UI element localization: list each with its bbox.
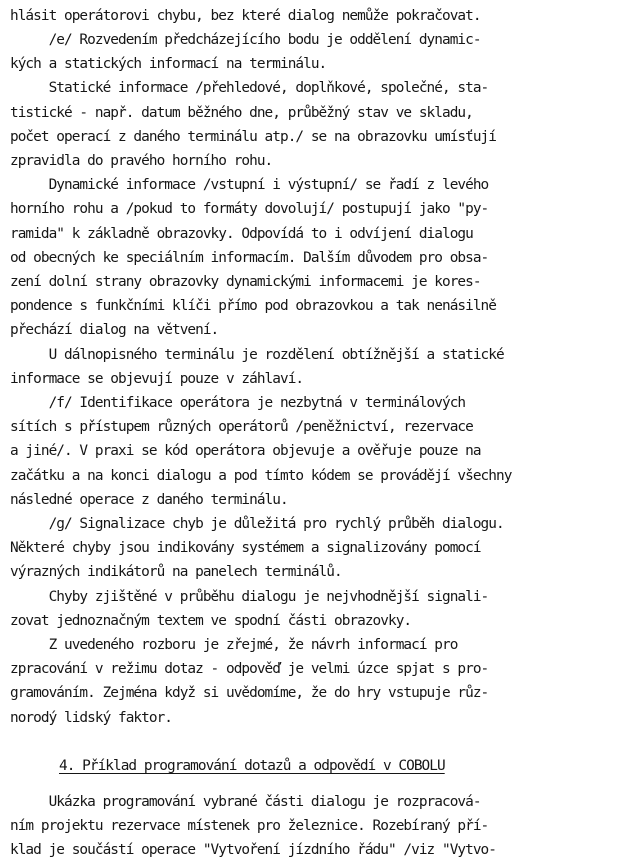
text-line: gramováním. Zejména když si uvědomíme, že do hry vstupuje růz- [10, 685, 489, 701]
text-line: Ukázka programování vybrané části dialogu je rozpracová- [10, 794, 481, 810]
text-line: zpracování v režimu dotaz - odpověď je velmi úzce spjat s pro- [10, 661, 489, 677]
text-line: Statické informace /přehledové, doplňkové, společné, sta- [10, 80, 489, 96]
text-line: klad je součástí operace "Vytvoření jízdního řádu" /viz "Vytvo- [10, 842, 496, 858]
text-line: zpravidla do pravého horního rohu. [10, 153, 273, 169]
text-line: počet operací z daného terminálu atp./ se na obrazovku umísťují [10, 129, 496, 145]
text-line: norodý lidský faktor. [10, 710, 172, 726]
text-line: výrazných indikátorů na panelech terminálů. [10, 564, 342, 580]
text-line: /g/ Signalizace chyb je důležitá pro rychlý průběh dialogu. [10, 516, 504, 532]
text-line: informace se objevují pouze v záhlaví. [10, 371, 304, 387]
text-line: horního rohu a /pokud to formáty dovolují/ postupují jako "py- [10, 201, 489, 217]
text-line: začátku a na konci dialogu a pod tímto kódem se provádějí všechny [10, 468, 512, 484]
text-line: zovat jednoznačným textem ve spodní části obrazovky. [10, 613, 412, 629]
section-heading: 4. Příklad programování dotazů a odpovědí v COBOLU [59, 758, 445, 774]
text-line: Dynamické informace /vstupní i výstupní/ se řadí z levého [10, 177, 489, 193]
text-line: /e/ Rozvedením předcházejícího bodu je oddělení dynamic- [10, 32, 481, 48]
text-line: U dálnopisného terminálu je rozdělení obtížnější a statické [10, 347, 504, 363]
text-line: od obecných ke speciálním informacím. Dalším důvodem pro obsa- [10, 250, 489, 266]
text-line: Chyby zjištěné v průběhu dialogu je nejvhodnější signali- [10, 589, 489, 605]
text-line: ramida" k základně obrazovky. Odpovídá to i odvíjení dialogu [10, 226, 473, 242]
text-line: hlásit operátorovi chybu, bez které dialog nemůže pokračovat. [10, 8, 481, 24]
text-line: zení dolní strany obrazovky dynamickými informacemi je kores- [10, 274, 481, 290]
text-line: kých a statických informací na terminálu. [10, 56, 327, 72]
text-line: přechází dialog na větvení. [10, 322, 219, 338]
text-line: tistické - např. datum běžného dne, průběžný stav ve skladu, [10, 105, 473, 121]
text-line: /f/ Identifikace operátora je nezbytná v terminálových [10, 395, 466, 411]
text-line: Z uvedeného rozboru je zřejmé, že návrh informací pro [10, 637, 458, 653]
text-line: a jiné/. V praxi se kód operátora objevuje a ověřuje pouze na [10, 443, 481, 459]
text-line: Některé chyby jsou indikovány systémem a signalizovány pomocí [10, 540, 481, 556]
text-line: sítích s přístupem různých operátorů /peněžnictví, rezervace [10, 419, 473, 435]
text-line: pondence s funkčními klíči přímo pod obrazovkou a tak nenásilně [10, 298, 496, 314]
text-line: následné operace z daného terminálu. [10, 492, 288, 508]
text-line: ním projektu rezervace místenek pro železnice. Rozebíraný pří- [10, 818, 489, 834]
